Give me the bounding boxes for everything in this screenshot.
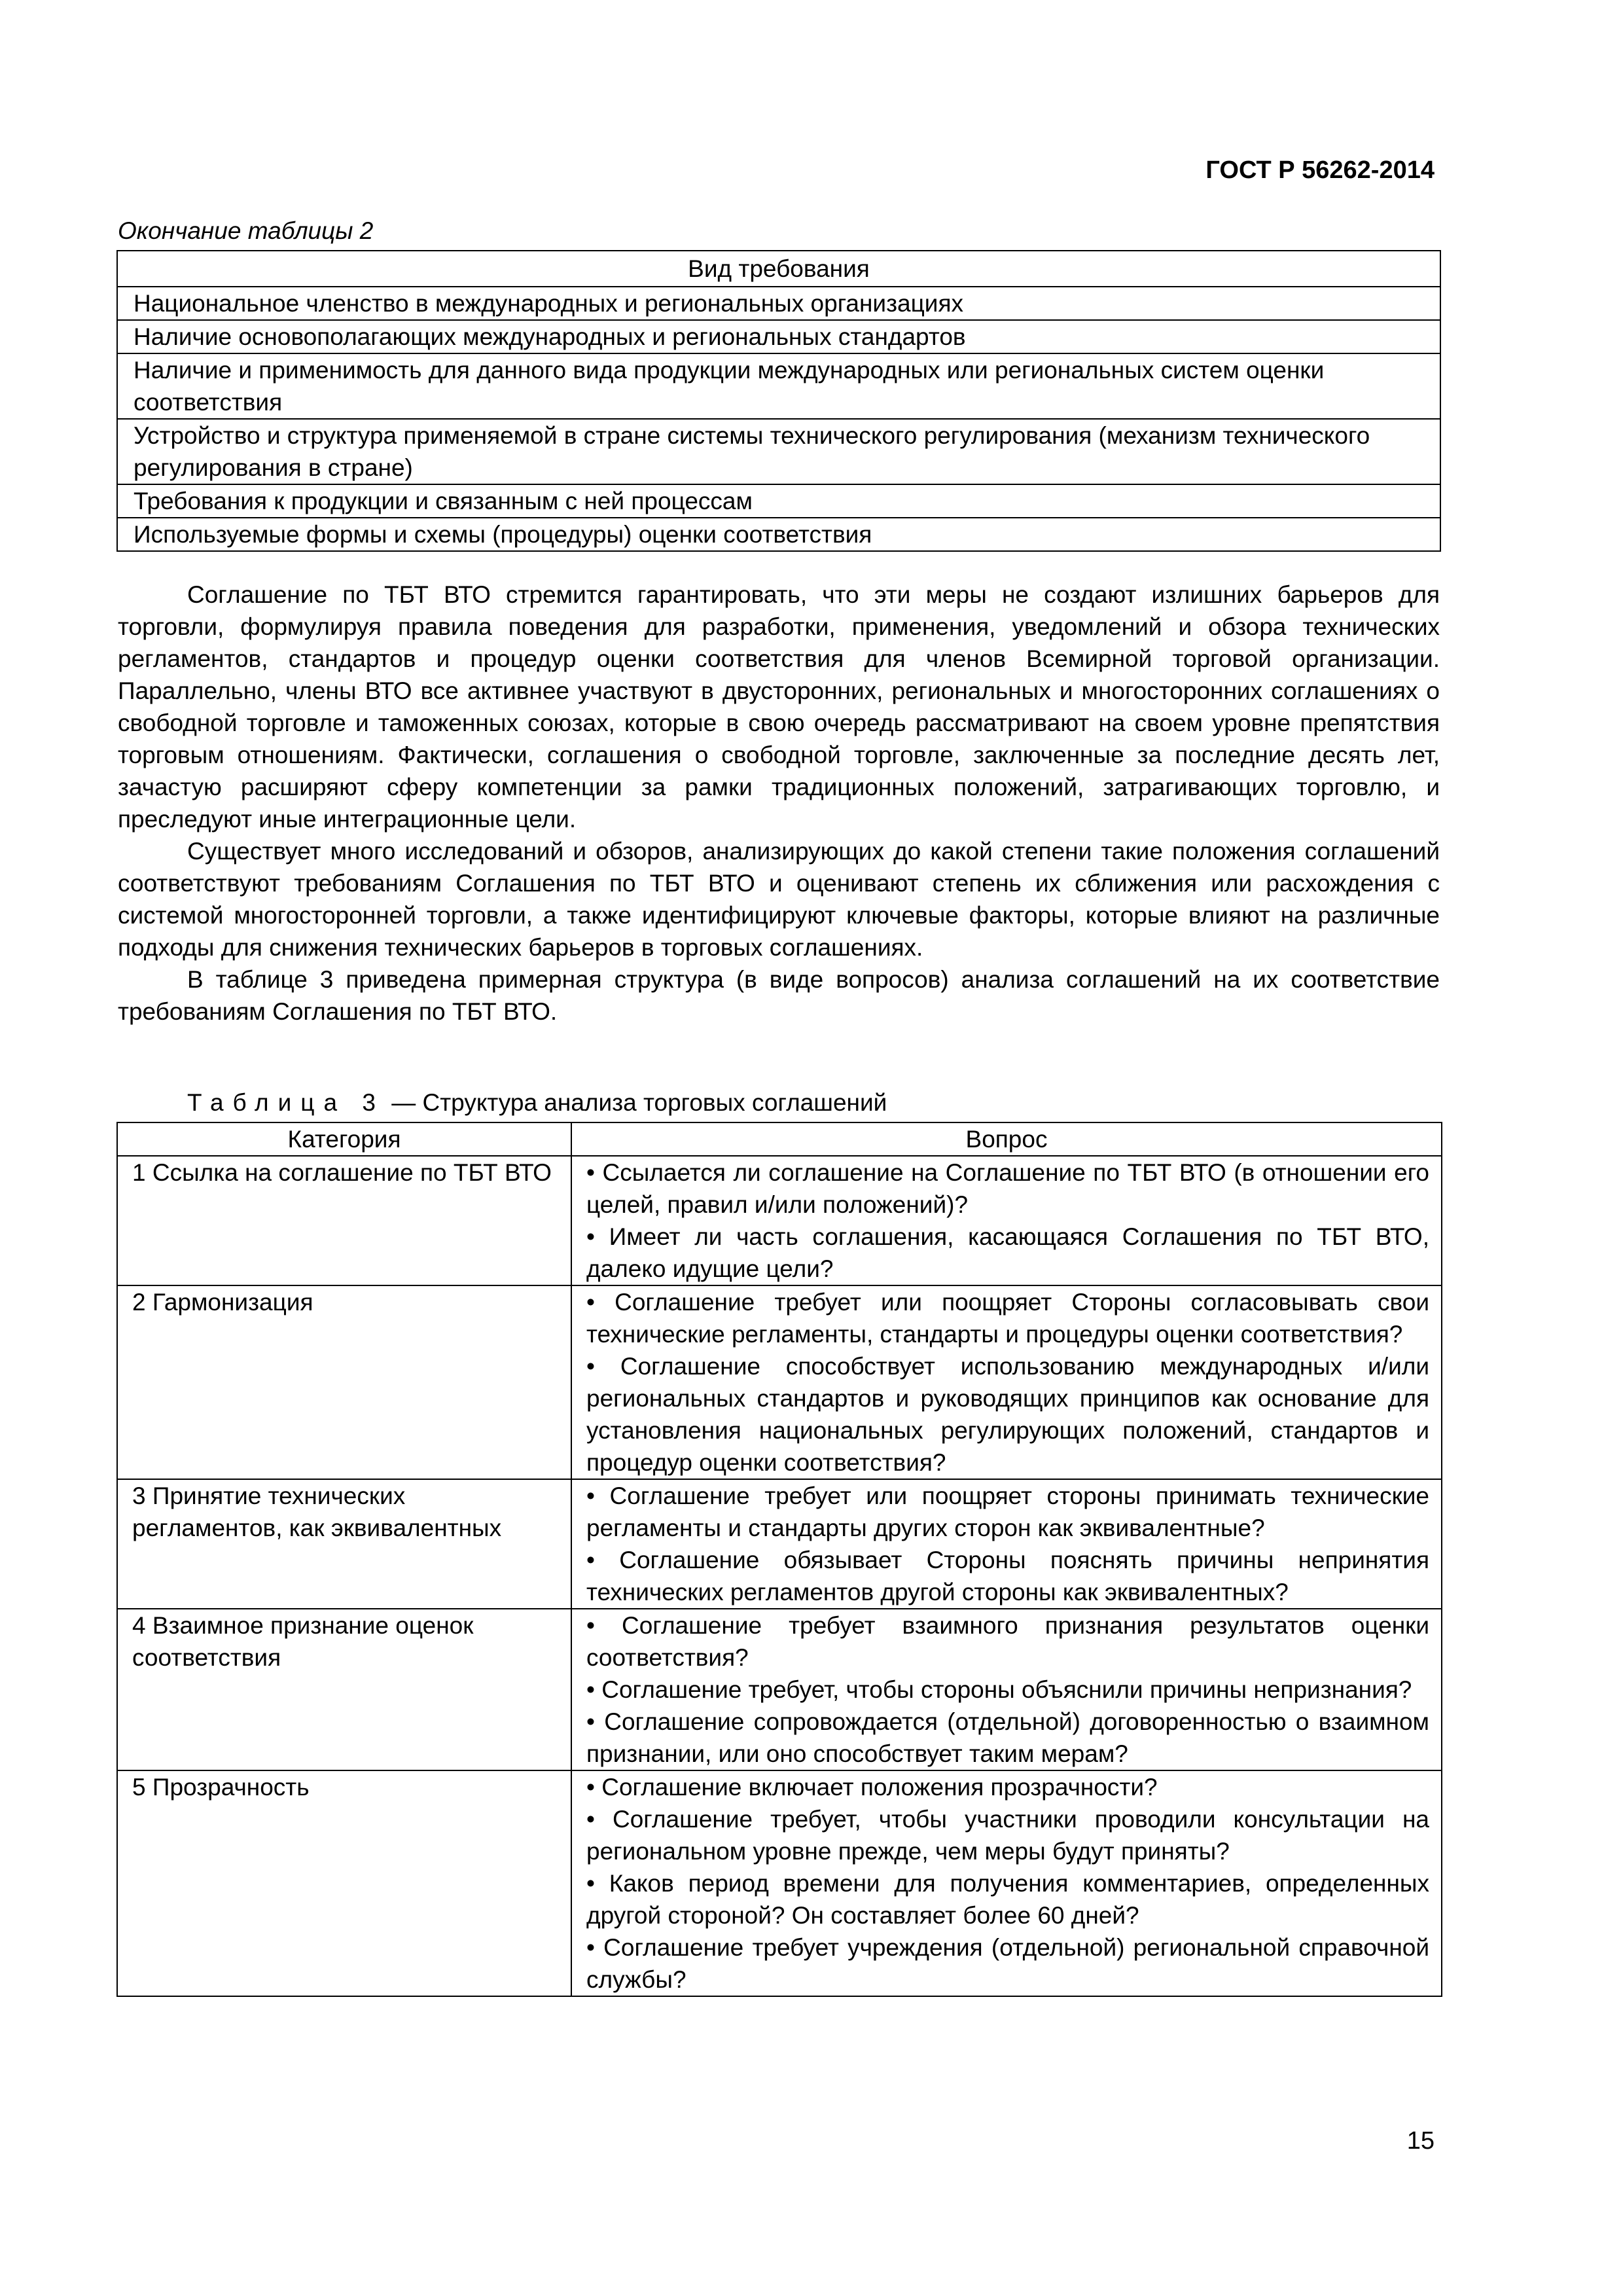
category-cell: 1 Ссылка на соглашение по ТБТ ВТО [117, 1156, 571, 1285]
table2-cell: Наличие основополагающих международных и региональных стандартов [117, 320, 1440, 353]
category-cell: 4 Взаимное признание оценок соответствия [117, 1609, 571, 1770]
question-cell [571, 1285, 1442, 1479]
body-text [118, 579, 1440, 1028]
question-item: • Соглашение обязывает Стороны пояснять причины непринятия технических регламентов другой стороны как эквивалентных? [586, 1547, 1429, 1605]
standard-designation: ГОСТ Р 56262-2014 [1205, 156, 1435, 184]
paragraph: Соглашение по ТБТ ВТО стремится гарантировать, что эти меры не создают излишних барьеров для торговли, формулируя правила поведения для разработки, применения, уведомлений и обзора технических регламентов, стандартов и процедур оценки соответствия для членов Всемирной торговой организации. Параллельно, члены ВТО все активнее участвуют в двусторонних, региональных и многосторонних соглашениях о свободной торговле и таможенных союзах, которые в свою очередь рассматривают на своем уровне препятствия торговым отношениям. Фактически, соглашения о свободной торговле, заключенные за последние десять лет, зачастую расширяют сферу компетенции за рамки традиционных положений, затрагивающих торговлю, и преследуют иные интеграционные цели. [118, 581, 1440, 833]
table2-continuation-caption: Окончание таблицы 2 [118, 217, 374, 244]
table2-header-row [117, 251, 1440, 287]
table-row [117, 1285, 1442, 1479]
table-row [117, 518, 1440, 551]
category-cell: 5 Прозрачность [117, 1770, 571, 1996]
table2-cell: Национальное членство в международных и региональных организациях [117, 287, 1440, 320]
question-cell [571, 1156, 1442, 1285]
question-item: • Соглашение требует или поощряет стороны принимать технические регламенты и стандарты других сторон как эквивалентные? [586, 1482, 1429, 1541]
table-row [117, 320, 1440, 353]
question-item: • Соглашение требует учреждения (отдельной) региональной справочной службы? [586, 1934, 1429, 1993]
paragraph: В таблице 3 приведена примерная структура (в виде вопросов) анализа соглашений на их соответствие требованиям Соглашения по ТБТ ВТО. [118, 966, 1440, 1025]
table-row [117, 484, 1440, 518]
table2 [116, 250, 1441, 552]
question-item: • Имеет ли часть соглашения, касающаяся Соглашения по ТБТ ВТО, далеко идущие цели? [586, 1223, 1429, 1282]
table-row [117, 1479, 1442, 1609]
question-item: • Соглашение требует, чтобы участники проводили консультации на региональном уровне прежде, чем меры будут приняты? [586, 1806, 1429, 1865]
table2-cell: Наличие и применимость для данного вида продукции международных или региональных систем оценки соответствия [117, 353, 1440, 419]
question-item: • Соглашение способствует использованию международных и/или региональных стандартов и руководящих принципов как основание для установления национальных регулирующих положений, стандартов и процедур оценки соответствия? [586, 1353, 1429, 1476]
table-row [117, 419, 1440, 484]
table2-cell: Требования к продукции и связанным с ней процессам [117, 484, 1440, 518]
table3-caption-label: Таблица 3 [187, 1089, 385, 1116]
category-cell: 3 Принятие технических регламентов, как эквивалентных [117, 1479, 571, 1609]
question-item: • Соглашение требует или поощряет Стороны согласовывать свои технические регламенты, стандарты и процедуры оценки соответствия? [586, 1289, 1429, 1348]
question-item: • Соглашение требует взаимного признания результатов оценки соответствия? [586, 1612, 1429, 1671]
table3-header-row [117, 1122, 1442, 1156]
question-item: • Соглашение требует, чтобы стороны объяснили причины непризнания? [586, 1676, 1412, 1703]
table3 [116, 1122, 1442, 1997]
question-item: • Ссылается ли соглашение на Соглашение по ТБТ ВТО (в отношении его целей, правил и/или положений)? [586, 1159, 1429, 1218]
question-cell [571, 1609, 1442, 1770]
paragraph: Существует много исследований и обзоров, анализирующих до какой степени такие положения соглашений соответствуют требованиям Соглашения по ТБТ ВТО и оценивают степень их сближения или расхождения с системой многосторонней торговли, а также идентифицируют ключевые факторы, которые влияют на различные подходы для снижения технических барьеров в торговых соглашениях. [118, 838, 1440, 961]
table2-header-requirement-type: Вид требования [117, 251, 1440, 287]
question-item: • Соглашение сопровождается (отдельной) договоренностью о взаимном признании, или оно способствует таким мерам? [586, 1708, 1429, 1767]
question-item: • Соглашение включает положения прозрачности? [586, 1774, 1158, 1801]
table3-caption-title: — Структура анализа торговых соглашений [391, 1089, 887, 1116]
table-row [117, 353, 1440, 419]
table-row [117, 1156, 1442, 1285]
table-row [117, 287, 1440, 320]
table3-caption [187, 1086, 887, 1119]
question-item: • Каков период времени для получения комментариев, определенных другой стороной? Он составляет более 60 дней? [586, 1870, 1429, 1929]
table-row [117, 1609, 1442, 1770]
table2-cell: Устройство и структура применяемой в стране системы технического регулирования (механизм технического регулирования в стране) [117, 419, 1440, 484]
page-number: 15 [1406, 2127, 1435, 2155]
table-row [117, 1770, 1442, 1996]
table2-cell: Используемые формы и схемы (процедуры) оценки соответствия [117, 518, 1440, 551]
question-cell [571, 1770, 1442, 1996]
table3-header-question: Вопрос [571, 1122, 1442, 1156]
category-cell: 2 Гармонизация [117, 1285, 571, 1479]
question-cell [571, 1479, 1442, 1609]
table3-header-category: Категория [117, 1122, 571, 1156]
